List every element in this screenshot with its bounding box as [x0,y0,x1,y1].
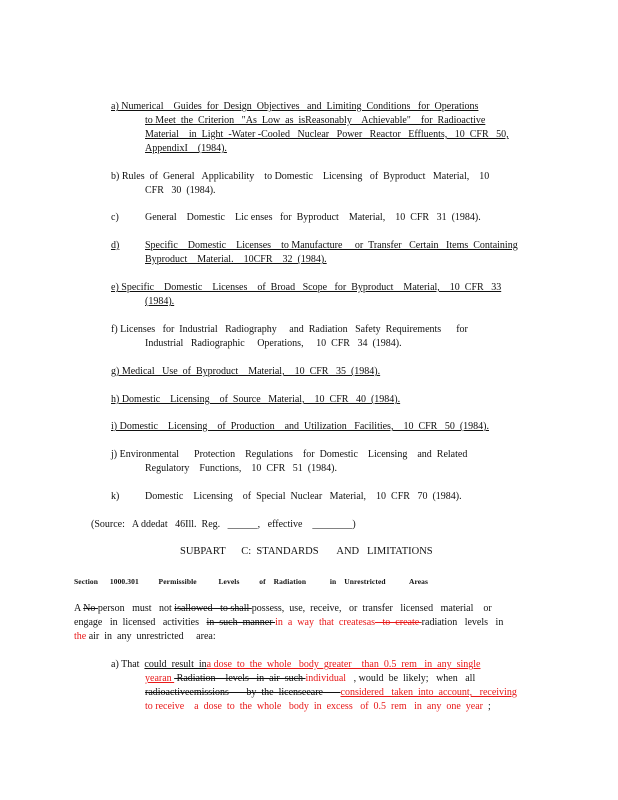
inserted-text: the [74,631,89,642]
source-note: (Source: A ddedat 46Ill. Reg. ______, effective ________) [91,519,356,530]
deleted-text: in such manner [206,617,276,628]
item-a-line-3: Material in Light -Water -Cooled Nuclear Power Reactor Effluents, 10 CFR 50, [145,129,509,140]
item-e-line-2: (1984). [145,296,175,307]
section-title: Section 1000.301 Permissible Levels of Radiation in Unrestricted Areas [74,577,429,586]
clause-a-line-2 [145,673,475,685]
clause-a-line-4 [145,701,491,713]
inserted-text: considered taken into account, receiving [340,687,517,698]
clause-a-line-3 [145,687,517,699]
clause-text: , would be likely; when all [353,673,476,684]
item-a-line-4: AppendixI (1984). [145,143,227,154]
inserted-text: in a way that createsas [275,617,376,628]
body-text: A [74,603,84,614]
item-d-line-1: Specific Domestic Licenses to Manufacture or Transfer Certain Items Containing [145,240,518,251]
inserted-text: yearan [145,673,175,684]
body-text: engage in licensed activities [74,617,207,628]
item-e-line-1: e) Specific Domestic Licenses of Broad Scope for Byproduct Material, 10 CFR 33 [111,282,502,293]
clause-text: a) That [111,659,145,670]
item-f-line-2: Industrial Radiographic Operations, 10 CFR 34 (1984). [145,338,402,349]
item-f-line-1: f) Licenses for Industrial Radiography and Radiation Safety Requirements for [111,324,468,335]
body-line-1 [74,603,492,615]
clause-text: ; [485,701,491,712]
item-c-label: c) [111,212,119,223]
item-g: g) Medical Use of Byproduct Material, 10 CFR 35 (1984). [111,366,381,377]
item-a-line-2: to Meet the Criterion "As Low as isReasonably Achievable" for Radioactive [145,115,486,126]
clause-a-line-1 [111,659,480,671]
item-d-line-2: Byproduct Material. 10CFR 32 (1984). [145,254,327,265]
deleted-text: to create [375,617,422,628]
item-a-line-1: a) Numerical Guides for Design Objectives and Limiting Conditions for Operations [111,101,479,112]
deleted-text: isallowed to shall [174,603,252,614]
clause-underlined-text: could result in [144,659,207,670]
item-k-text: Domestic Licensing of Special Nuclear Material, 10 CFR 70 (1984). [145,491,462,502]
item-h: h) Domestic Licensing of Source Material, 10 CFR 40 (1984). [111,394,401,405]
item-j-line-1: j) Environmental Protection Regulations for Domestic Licensing and Related [111,449,468,460]
body-text: possess, use, receive, or transfer licensed material or [251,603,492,614]
body-text: air in any unrestricted area: [88,631,216,642]
item-b-line-1: b) Rules of General Applicability to Domestic Licensing of Byproduct Material, 10 [111,171,490,182]
inserted-text: to receive a dose to the whole body in excess of 0.5 rem in any one year [145,701,486,712]
inserted-text: individual [305,673,354,684]
item-i: i) Domestic Licensing of Production and Utilization Facilities, 10 CFR 50 (1984). [111,421,490,432]
inserted-text: a dose to the whole body greater than 0.5 rem in any single [206,659,481,670]
item-j-line-2: Regulatory Functions, 10 CFR 51 (1984). [145,463,337,474]
item-d-label: d) [111,240,120,251]
deleted-text: radioactiveemissions by the licenseeare [145,687,341,698]
deleted-text: Radiation levels in air such [174,673,306,684]
body-text: person must not [97,603,175,614]
item-k-label: k) [111,491,120,502]
body-line-3 [74,631,216,643]
item-b-line-2: CFR 30 (1984). [145,185,216,196]
item-c-text: General Domestic Lic enses for Byproduct Material, 10 CFR 31 (1984). [145,212,481,223]
subpart-heading: SUBPART C: STANDARDS AND LIMITATIONS [180,546,433,557]
deleted-text: No [83,603,98,614]
body-line-2 [74,617,503,629]
body-text: radiation levels in [421,617,504,628]
